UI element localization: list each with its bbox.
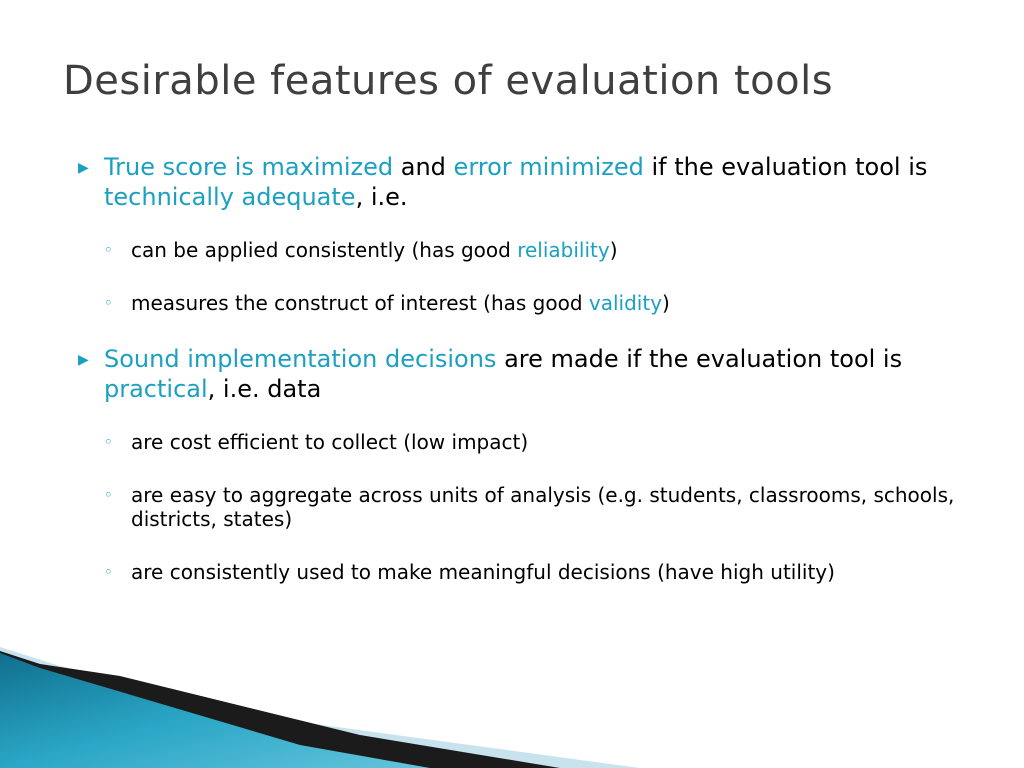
triangle-right-icon: ▶ [78,352,89,368]
hollow-circle-icon: ◦ [104,294,113,312]
slide-title: Desirable features of evaluation tools [63,58,834,104]
text-segment: ) [662,291,670,315]
text-segment: are easy to aggregate across units of analysis (e.g. students, classrooms, schools, districts, states) [131,483,955,531]
hollow-circle-icon: ◦ [104,241,113,259]
text-segment: ) [609,238,618,262]
text-segment: are made if the evaluation tool is [496,345,903,373]
text-segment: , i.e. data [207,375,322,403]
hollow-circle-icon: ◦ [104,563,113,581]
text-segment: if the evaluation tool is [643,153,928,181]
text-segment: , i.e. [355,183,408,211]
text-segment: practical [104,375,208,403]
triangle-right-icon: ▶ [78,160,89,176]
text-segment: are consistently used to make meaningful decisions (have high utility) [131,560,835,584]
text-segment: validity [588,291,663,315]
text-segment: can be applied consistently (has good [131,238,518,262]
hollow-circle-icon: ◦ [104,486,113,504]
text-segment: technically adequate [104,183,356,211]
text-segment: error minimized [453,153,644,181]
text-segment: reliability [517,238,610,262]
text-segment: Sound implementation decisions [104,345,497,373]
text-segment: and [393,153,454,181]
text-segment: True score is maximized [104,153,394,181]
text-segment: measures the construct of interest (has good [131,291,589,315]
hollow-circle-icon: ◦ [104,433,113,451]
text-segment: are cost efficient to collect (low impact) [131,430,529,454]
